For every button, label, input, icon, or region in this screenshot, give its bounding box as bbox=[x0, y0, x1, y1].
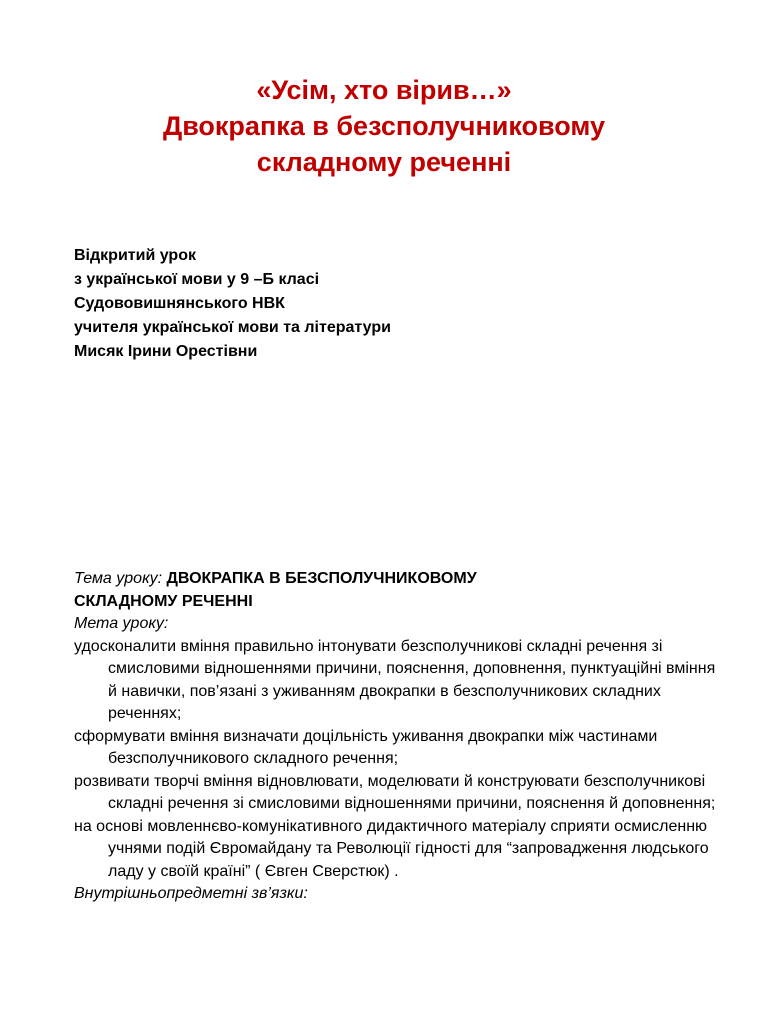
info-line: Мисяк Ірини Орестівни bbox=[74, 343, 258, 360]
topic-value-continued: СКЛАДНОМУ РЕЧЕННІ bbox=[74, 592, 253, 610]
info-line: з української мови у 9 –Б класі bbox=[74, 271, 320, 288]
goal-item: удосконалити вміння правильно інтонувати безсполучникові складні речення зі смисловими відношеннями причини, пояснення, доповнення, пунктуаційні вміння й навички, пов’язані з уживанням двокрапки в безсполучникових складних реченнях; bbox=[74, 637, 716, 722]
links-label: Внутрішньопредметні зв’язки: bbox=[74, 885, 308, 902]
info-line: Судововишнянського НВК bbox=[74, 295, 285, 312]
info-line: Відкритий урок bbox=[74, 247, 196, 264]
title-line-3: складному реченні bbox=[256, 147, 512, 177]
title-quote: «Усім, хто вірив…» bbox=[256, 75, 512, 105]
topic-value: ДВОКРАПКА В БЕЗСПОЛУЧНИКОВОМУ bbox=[166, 570, 477, 587]
info-line: учителя української мови та літератури bbox=[74, 319, 391, 336]
document-title bbox=[0, 72, 768, 180]
lesson-info bbox=[74, 244, 391, 364]
topic-label: Тема уроку: bbox=[74, 570, 163, 587]
goal-label: Мета уроку: bbox=[74, 615, 169, 632]
lesson-body bbox=[74, 568, 724, 906]
goal-item: на основі мовленнєво-комунікативного дидактичного матеріалу сприяти осмисленню учнями подій Євромайдану та Революції гідності для “запровадження людського ладу у своїй країні” ( Євген Сверстюк) . bbox=[74, 817, 709, 880]
topic bbox=[74, 568, 724, 591]
goal-item: сформувати вміння визначати доцільність уживання двокрапки між частинами безсполучникового складного речення; bbox=[74, 727, 658, 767]
goal-item: розвивати творчі вміння відновлювати, моделювати й конструювати безсполучникові складні речення зі смисловими відношеннями причини, пояснення й доповнення; bbox=[74, 772, 716, 812]
title-line-2: Двокрапка в безсполучниковому bbox=[162, 111, 606, 141]
